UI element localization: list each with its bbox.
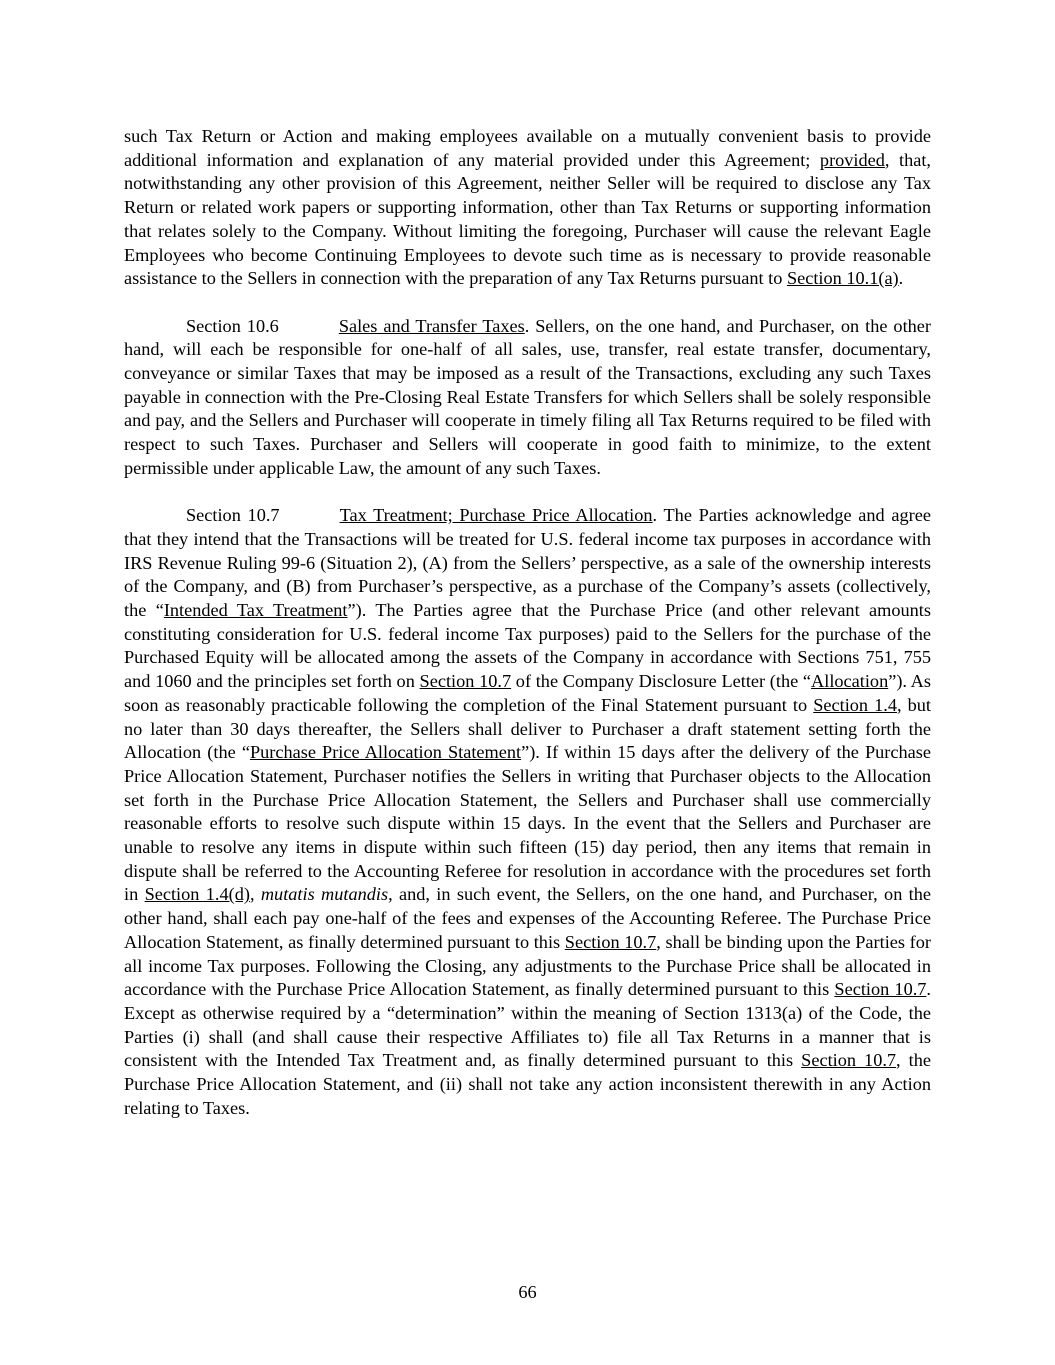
- paragraph-text: such Tax Return or Action and making employees available on a mutually convenient basis to provide additional information and explanation of any material provided under this Agreement;: [124, 126, 931, 170]
- section-heading: Tax Treatment; Purchase Price Allocation: [339, 505, 653, 526]
- latin-phrase: mutatis mutandis: [260, 884, 389, 905]
- paragraph-text: , but no later than 30 days thereafter, the Sellers shall deliver to Purchaser a draft statement setting forth the Allocation (the “: [124, 694, 931, 763]
- defined-term-provided: provided: [819, 149, 885, 170]
- section-reference: Section 10.7: [834, 979, 927, 1000]
- paragraph-text: of the Company Disclosure Letter (the “: [511, 671, 812, 692]
- document-page: [124, 125, 931, 1121]
- page-number: 66: [518, 1282, 537, 1302]
- continued-paragraph: [124, 125, 931, 291]
- paragraph-text: ”). If within 15 days after the delivery of the Purchase Price Allocation Statement, Purchaser notifies the Sellers in writing that Purchaser objects to the Allocation set forth in the Purchase Price Allocation Statement, the Sellers and Purchaser shall use commercially reasonable efforts to resolve such dispute within 15 days. In the event that the Sellers and Purchaser are unable to resolve any items in dispute within such fifteen (15) day period, then any items that remain in dispute shall be referred to the Accounting Referee for resolution in accordance with the procedures set forth in: [124, 742, 931, 905]
- section-reference: Section 10.7: [564, 931, 657, 952]
- defined-term: Allocation: [811, 671, 889, 692]
- paragraph-text: , and, in such event, the Sellers, on the one hand, and Purchaser, on the other hand, shall each pay one-half of the fees and expenses of the Accounting Referee. The Purchase Price Allocation Statement, as finally determined pursuant to this: [124, 884, 932, 952]
- section-10-6-paragraph: [124, 315, 931, 481]
- paragraph-text: . Sellers, on the one hand, and Purchaser, on the other hand, will each be responsible for one-half of all sales, use, transfer, real estate transfer, documentary, conveyance or similar Taxes that may be imposed as a result of the Transactions, excluding any such Taxes payable in connection with the Pre-Closing Real Estate Transfers for which Sellers shall be solely responsible and pay, and the Sellers and Purchaser will cooperate in timely filing all Tax Returns required to be filed with respect to such Taxes. Purchaser and Sellers will cooperate in good faith to minimize, to the extent permissible under applicable Law, the amount of any such Taxes.: [124, 315, 931, 478]
- section-number: Section 10.7: [186, 505, 280, 526]
- section-heading: Sales and Transfer Taxes: [338, 315, 525, 336]
- section-reference: Section 1.4(d): [144, 884, 250, 905]
- section-reference: Section 1.4: [813, 694, 897, 715]
- section-10-7-paragraph: [124, 504, 931, 1120]
- paragraph-text: , the Purchase Price Allocation Statement, and (ii) shall not take any action inconsistent therewith in any Action relating to Taxes.: [124, 1050, 931, 1118]
- paragraph-text: ”). The Parties agree that the Purchase Price (and other relevant amounts constituting consideration for U.S. federal income Tax purposes) paid to the Sellers for the purchase of the Purchased Equity will be allocated among the assets of the Company in accordance with Sections 751, 755 and 1060 and the principles set forth on: [124, 600, 931, 692]
- paragraph-text: , shall be binding upon the Parties for all income Tax purposes. Following the Closing, any adjustments to the Purchase Price shall be allocated in accordance with the Purchase Price Allocation Statement, as finally determined pursuant to this: [124, 931, 931, 1000]
- defined-term: Purchase Price Allocation Statement: [249, 742, 522, 763]
- defined-term: Intended Tax Treatment: [163, 600, 348, 621]
- section-number: Section 10.6: [186, 315, 279, 336]
- paragraph-text: ”). As soon as reasonably practicable following the completion of the Final Statement pursuant to: [124, 671, 932, 715]
- section-reference: Section 10.7: [801, 1050, 897, 1071]
- paragraph-text: ,: [249, 884, 261, 905]
- paragraph-text: , that, notwithstanding any other provision of this Agreement, neither Seller will be required to disclose any Tax Return or related work papers or supporting information, other than Tax Returns or supporting information that relates solely to the Company. Without limiting the foregoing, Purchaser will cause the relevant Eagle Employees who become Continuing Employees to devote such time as is necessary to provide reasonable assistance to the Sellers in connection with the preparation of any Tax Returns pursuant to: [124, 149, 932, 289]
- paragraph-text: . Except as otherwise required by a “determination” within the meaning of Section 1313(a) of the Code, the Parties (i) shall (and shall cause their respective Affiliates to) file all Tax Returns in a manner that is consistent with the Intended Tax Treatment and, as finally determined pursuant to this: [124, 979, 931, 1071]
- section-reference: Section 10.7: [419, 671, 512, 692]
- paragraph-text: . The Parties acknowledge and agree that they intend that the Transactions will be treated for U.S. federal income tax purposes in accordance with IRS Revenue Ruling 99-6 (Situation 2), (A) from the Sellers’ perspective, as a sale of the ownership interests of the Company, and (B) from Purchaser’s perspective, as a purchase of the Company’s assets (collectively, the “: [124, 505, 931, 621]
- section-reference: Section 10.1(a): [786, 268, 899, 289]
- paragraph-text: .: [898, 268, 904, 289]
